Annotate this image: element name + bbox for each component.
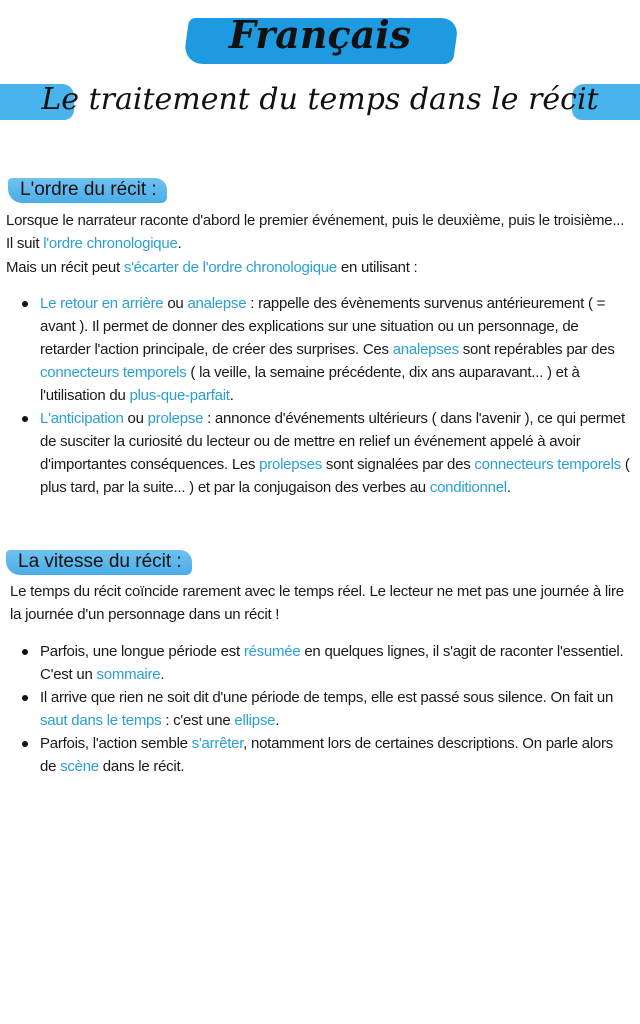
text-segment: dans le récit. [98,758,185,775]
highlighted-term: L'anticipation [40,410,124,427]
paragraph-ordre-1 [6,209,628,255]
highlighted-term: scène [60,758,99,775]
highlighted-term: prolepses [259,456,322,473]
text-segment: . [229,387,234,404]
highlighted-term: plus-que-parfait [129,387,230,404]
text-segment: sont repérables par des [458,341,615,358]
text-segment: ( la veille, la semaine précédente, dix ans auparavant... ) et à l'utilisation du [40,364,580,404]
text-segment: : annonce d'événements ultérieurs ( dans l'avenir ), ce qui permet de susciter la curiosité du lecteur ou de mettre en relief un événement appelé à avoir d'importantes conséquences. Les [40,410,625,473]
text-segment: . [275,712,280,729]
bullet-list-vitesse [16,640,632,778]
highlighted-term: résumée [243,643,301,660]
highlighted-term: sommaire [96,666,161,683]
text-segment: Parfois, l'action semble [40,735,192,752]
section-heading-ordre: L'ordre du récit : [8,178,167,203]
page-subtitle: Le traitement du temps dans le récit [41,82,599,117]
text-segment: sont signalées par des [321,456,475,473]
text-segment: Parfois, une longue période est [40,643,244,660]
list-item [16,686,632,732]
text-segment: en utilisant : [337,259,418,276]
text-segment: Mais un récit peut [6,259,124,276]
list-item [16,640,632,686]
text-segment: Il arrive que rien ne soit dit d'une période de temps, elle est passé sous silence. On fait un [40,689,614,706]
text-segment: . [177,235,182,252]
highlighted-term: Le retour en arrière [40,295,164,312]
text-segment: : c'est une [161,712,235,729]
highlighted-term: analepse [187,295,247,312]
text-segment: , notamment lors de certaines descriptions. On parle alors de [40,735,614,775]
text-segment: Lorsque le narrateur raconte d'abord le premier événement, puis le deuxième, puis le troisième... Il suit [6,212,625,252]
highlighted-term: ellipse [234,712,276,729]
paragraph-ordre-2 [6,256,628,279]
text-segment: ou [123,410,148,427]
text-segment: en quelques lignes, il s'agit de raconter l'essentiel. C'est un [40,643,624,683]
paragraph-vitesse-1 [10,580,630,626]
section-heading-vitesse: La vitesse du récit : [6,550,192,575]
highlighted-term: prolepse [147,410,204,427]
list-item [16,407,632,499]
highlighted-term: analepses [392,341,459,358]
highlighted-term: conditionnel [429,479,507,496]
highlighted-term: saut dans le temps [40,712,162,729]
list-item [16,292,632,407]
text-segment: ou [163,295,188,312]
text-segment: . [160,666,165,683]
bullet-list-ordre [16,292,632,499]
page-title: Français [228,12,412,57]
text-segment: : rappelle des évènements survenus antérieurement ( = avant ). Il permet de donner des explications sur une situation ou un personnage, de retarder l'action principale, de créer des surprises. Ces [40,295,606,358]
list-item [16,732,632,778]
text-segment: ( plus tard, par la suite... ) et par la conjugaison des verbes au [40,456,630,496]
text-segment: . [506,479,511,496]
highlighted-term: s'écarter de l'ordre chronologique [123,259,338,276]
highlighted-term: connecteurs temporels [474,456,621,473]
highlighted-term: connecteurs temporels [40,364,187,381]
highlighted-term: s'arrêter [191,735,244,752]
highlighted-term: l'ordre chronologique [43,235,178,252]
text-segment: Le temps du récit coïncide rarement avec le temps réel. Le lecteur ne met pas une journée à lire la journée d'un personnage dans un récit ! [10,583,624,623]
